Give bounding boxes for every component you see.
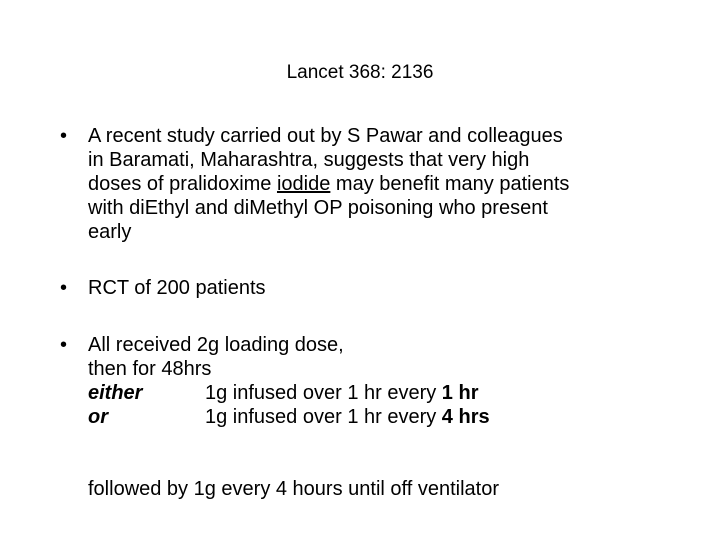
bullet-body	[88, 333, 708, 429]
bullet-body	[88, 124, 708, 244]
bullet-line: RCT of 200 patients	[88, 277, 266, 299]
bullet-line: All received 2g loading dose,	[88, 334, 344, 356]
bullet-line: in Baramati, Maharashtra, suggests that very high	[88, 149, 530, 171]
bullet-line	[88, 172, 708, 196]
arm-interval: 1 hr	[441, 382, 479, 404]
dosing-arm-either	[88, 381, 708, 405]
arm-label: either	[88, 382, 143, 404]
bullet-marker: •	[60, 125, 68, 147]
arm-text: 1g infused over 1 hr every	[205, 406, 442, 428]
bullet-marker: •	[60, 277, 68, 299]
arm-label: or	[88, 406, 108, 428]
bullet-line: then for 48hrs	[88, 358, 212, 380]
bullet-line: early	[88, 221, 132, 243]
slide-title: Lancet 368: 2136	[286, 62, 434, 83]
bullet-line: A recent study carried out by S Pawar and colleagues	[88, 125, 563, 147]
underlined-term: iodide	[276, 173, 331, 195]
text-segment: may benefit many patients	[330, 173, 570, 195]
bullet-marker: •	[60, 334, 68, 356]
arm-text: 1g infused over 1 hr every	[205, 382, 442, 404]
arm-interval: 4 hrs	[441, 406, 490, 428]
bullet-body	[88, 276, 708, 300]
followup-text: followed by 1g every 4 hours until off ventilator	[88, 478, 499, 500]
dosing-arm-or	[88, 405, 708, 429]
bullet-line: with diEthyl and diMethyl OP poisoning who present	[88, 197, 548, 219]
text-segment: doses of pralidoxime	[88, 173, 277, 195]
